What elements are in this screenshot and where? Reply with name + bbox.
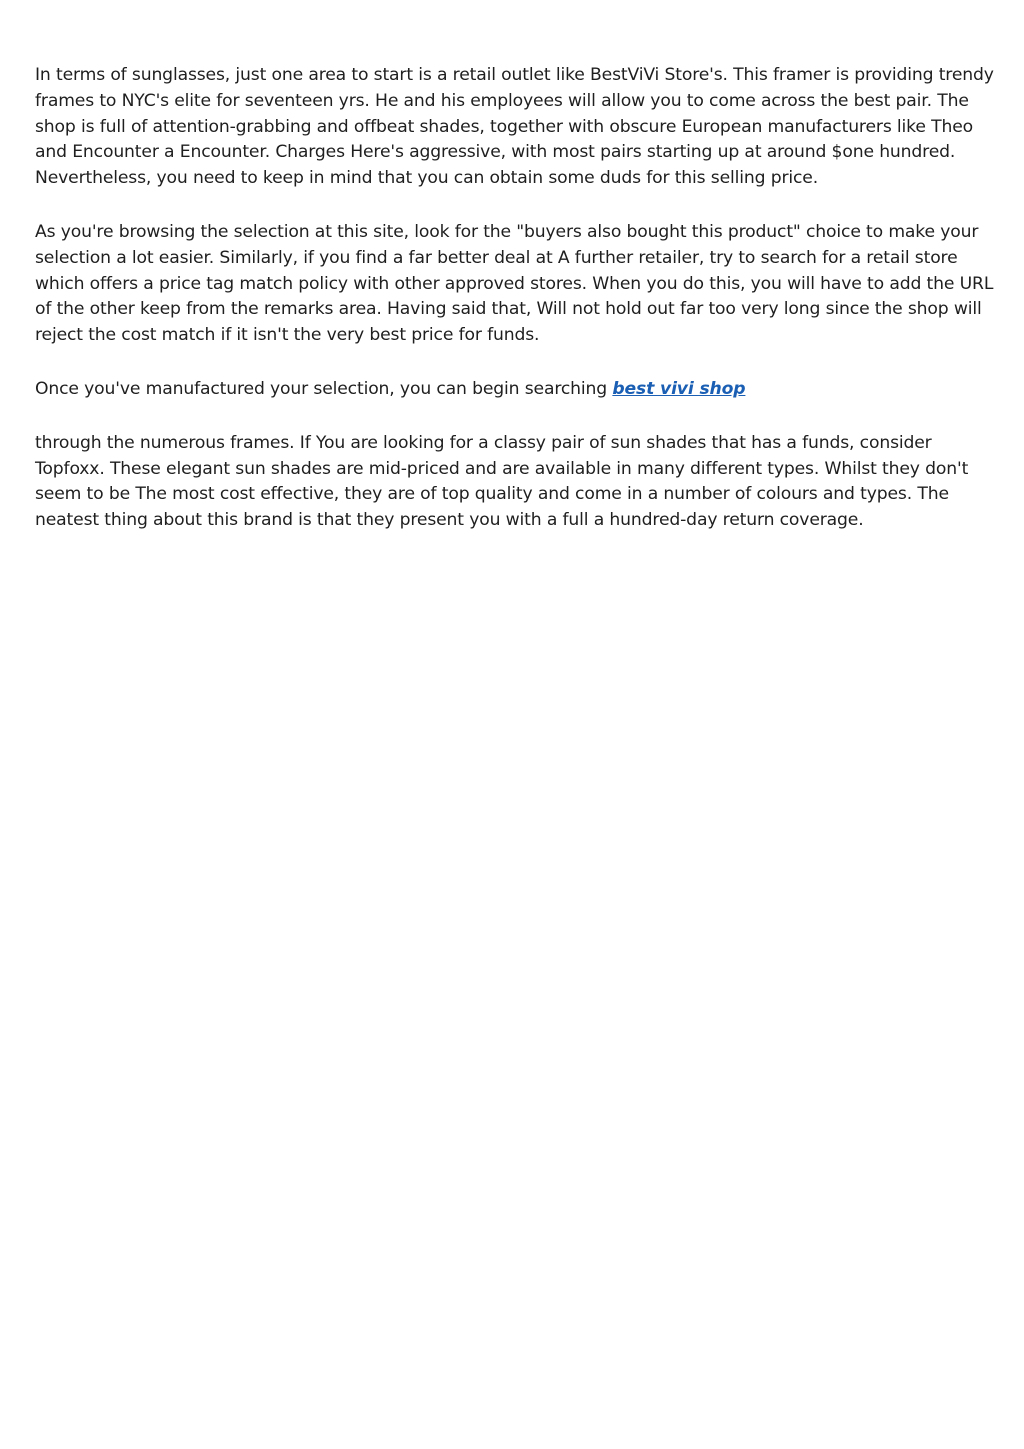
- paragraph-sunglasses-intro: In terms of sunglasses, just one area to start is a retail outlet like BestViVi Store's. This framer is providing trendy frames to NYC's elite for seventeen yrs. He and his employees will allow you to come across the best pair. The shop is full of attention-grabbing and offbeat shades, together with obscure European manufacturers like Theo and Encounter a Encounter. Charges Here's aggressive, with most pairs starting up at around $one hundred. Nevertheless, you need to keep in mind that you can obtain some duds for this selling price.: [35, 65, 994, 189]
- paragraph-browsing-tips: As you're browsing the selection at this site, look for the "buyers also bought this product" choice to make your selection a lot easier. Similarly, if you find a far better deal at A further retailer, try to search for a retail store which offers a price tag match policy with other approved stores. When you do this, you will have to add the URL of the other keep from the remarks area. Having said that, Will not hold out far too very long since the shop will reject the cost match if it isn't the very best price for funds.: [35, 221, 994, 346]
- paragraph-topfoxx: through the numerous frames. If You are looking for a classy pair of sun shades that has a funds, consider Topfoxx. These elegant sun shades are mid-priced and are available in many different types. Whilst they don't seem to be The most cost effective, they are of top quality and come in a number of colours and types. The neatest thing about this brand is that they present you with a full a hundred-day return coverage.: [35, 432, 969, 531]
- link-line-text: Once you've manufactured your selection, you can begin searching: [35, 378, 613, 399]
- paragraph-link-line: [35, 377, 995, 403]
- document-body: [35, 63, 995, 562]
- best-vivi-shop-link[interactable]: best vivi shop: [612, 378, 746, 399]
